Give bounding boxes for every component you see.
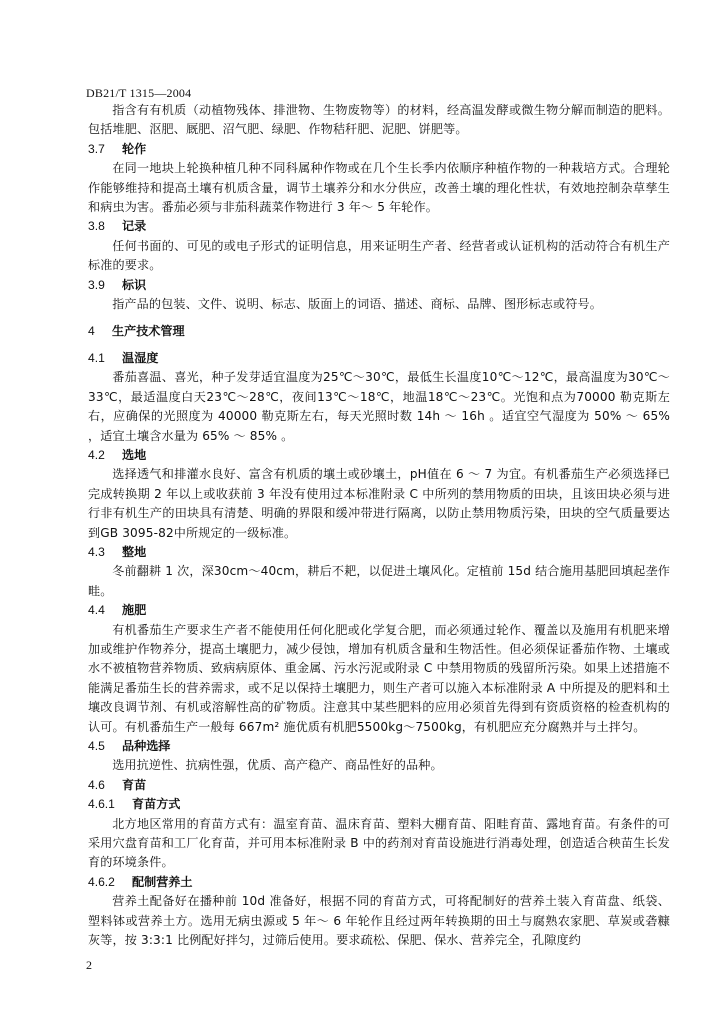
section-title: 配制营养土 — [132, 874, 193, 889]
section-number: 4 — [88, 324, 95, 339]
section-title: 育苗 — [122, 777, 147, 792]
section-heading — [88, 140, 670, 159]
section-number: 4.3 — [88, 544, 105, 559]
section-heading — [88, 349, 670, 368]
section-title: 生产技术管理 — [112, 324, 185, 339]
section-title: 品种选择 — [122, 739, 171, 753]
page-number: 2 — [86, 958, 92, 972]
section-heading — [88, 601, 670, 620]
section-heading — [88, 276, 670, 295]
paragraph: 选用抗逆性、抗病性强，优质、高产稳产、商品性好的品种。 — [112, 758, 443, 773]
section-number: 4.1 — [88, 350, 105, 365]
section-heading — [88, 795, 670, 814]
section-heading — [88, 737, 670, 756]
paragraph: 营养土配备好在播种前 10d 准备好，根据不同的育苗方式，可将配制好的营养土装入育苗盘、纸袋、塑料钵或营养土方。选用无病虫源或 5 年～ 6 年轮作且经过两年转换期的田土与腐熟农家肥、草炭或砻糠灰等，按 3:3:1 比例配好拌匀，过筛后使用。要求疏松、保肥、保水、营养完全，孔隙度约 — [88, 894, 670, 948]
paragraph: 指产品的包装、文件、说明、标志、版面上的词语、描述、商标、品牌、图形标志或符号。 — [112, 297, 602, 312]
section-title: 记录 — [122, 219, 147, 234]
section-heading — [88, 446, 670, 465]
section-number: 4.2 — [88, 447, 105, 462]
section-number: 4.6.1 — [88, 797, 115, 812]
paragraph: 冬前翻耕 1 次，深30cm～40cm，耕后不耙，以促进土壤风化。定植前 15d 结合施用基肥回填起垄作畦。 — [88, 564, 670, 598]
paragraph: 任何书面的、可见的或电子形式的证明信息，用来证明生产者、经营者或认证机构的活动符合有机生产标准的要求。 — [88, 238, 670, 273]
section-title: 选地 — [122, 447, 147, 462]
section-number: 3.8 — [88, 219, 105, 234]
paragraph: 北方地区常用的育苗方式有：温室育苗、温床育苗、塑料大棚育苗、阳畦育苗、露地育苗。有条件的可采用穴盘育苗和工厂化育苗，并可用本标准附录 B 中的药剂对育苗设施进行消毒处理，创造适合秧苗生长发育的环境条件。 — [88, 816, 670, 870]
section-number: 3.7 — [88, 141, 105, 156]
section-title: 育苗方式 — [132, 797, 181, 812]
chapter-heading — [88, 322, 670, 341]
paragraph: 有机番茄生产要求生产者不能使用任何化肥或化学复合肥，而必须通过轮作、覆盖以及施用有机肥来增加或维护作物养分，提高土壤肥力，减少侵蚀，增加有机质含量和生物活性。但必须保证番茄作物、土壤或水不被植物营养物质、致病病原体、重金属、污水污泥或附录 C 中禁用物质的残留所污染。如果上述措施不能满足番茄生长的营养需求，或不足以保持土壤肥力，则生产者可以施入本标准附录 A 中所提及的肥料和土壤改良调节剂、有机或溶解性高的矿物质。注意其中某些肥料的应用必须首先得到有资质资格的检查机构的认可。有机番茄生产一般每 667m² 施优质有机肥5500kg～7500kg，有机肥应充分腐熟并与土拌匀。 — [88, 622, 670, 734]
section-title: 施肥 — [122, 603, 147, 618]
section-title: 整地 — [122, 544, 147, 559]
paragraph: 番茄喜温、喜光，种子发芽适宜温度为25℃～30℃，最低生长温度10℃～12℃，最高温度为30℃～33℃，最适温度白天23℃～28℃，夜间13℃～18℃，地温18℃～23℃。光饱和点为70000 勒克斯左右，应确保的光照度为 40000 勒克斯左右，每天光照时数 14h ～ 16h 。适宜空气湿度为 50% ～ 65% ，适宜土壤含水量为 65% ～ 85% 。 — [88, 370, 670, 443]
section-title: 轮作 — [122, 141, 147, 156]
paragraph: 选择透气和排灌水良好、富含有机质的壤土或砂壤土，pH值在 6 ～ 7 为宜。有机番茄生产必须选择已完成转换期 2 年以上或收获前 3 年没有使用过本标准附录 C 中所列的禁用物质的田块，且该田块必须与进行非有机生产的田块具有清楚、明确的界限和缓冲带进行隔离，以防止禁用物质污染，田块的空气质量要达到GB 3095-82中所规定的一级标准。 — [88, 467, 670, 540]
standard-number-header: DB21/T 1315—2004 — [86, 86, 192, 100]
section-number: 4.4 — [88, 603, 105, 618]
section-number: 4.6 — [88, 777, 105, 792]
paragraph: 指含有有机质（动植物残体、排泄物、生物废物等）的材料，经高温发酵或微生物分解而制造的肥料。 包括堆肥、沤肥、厩肥、沼气肥、绿肥、作物秸秆肥、泥肥、饼肥等。 — [88, 103, 670, 137]
section-heading — [88, 543, 670, 562]
section-heading — [88, 873, 670, 892]
section-heading — [88, 776, 670, 795]
document-body — [88, 101, 670, 950]
paragraph: 在同一地块上轮换种植几种不同科属种作物或在几个生长季内依顺序种植作物的一种栽培方式。合理轮作能够维持和提高土壤有机质含量，调节土壤养分和水分供应，改善土壤的理化性状，有效地控制杂草孳生和病虫为害。番茄必须与非茄科蔬菜作物进行 3 年～ 5 年轮作。 — [88, 161, 670, 215]
section-number: 4.5 — [88, 739, 105, 753]
section-title: 标识 — [122, 277, 147, 292]
section-number: 3.9 — [88, 277, 105, 292]
section-heading — [88, 217, 670, 236]
section-title: 温湿度 — [122, 350, 159, 365]
section-number: 4.6.2 — [88, 874, 115, 889]
